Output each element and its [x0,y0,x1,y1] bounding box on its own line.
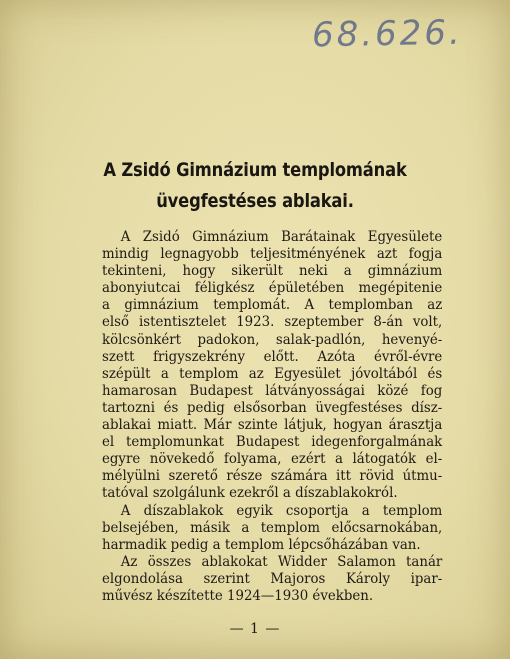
body-line: ablakai miatt. Már szinte látjuk, hogyan árasztja [102,417,443,434]
body-line: első istentisztelet 1923. szeptember 8-án volt, [102,314,443,331]
body-line: tatóval szolgálunk ezekről a díszablakokról. [102,485,398,502]
document-title-line-2: üvegfestéses ablakai. [156,190,354,212]
page-number: — 1 — [229,621,281,637]
body-line: elgondolása szerint Majoros Károly ipar- [102,570,443,587]
body-line: belsejében, másik a templom előcsarnokában, [102,519,443,536]
document-title-line-1: A Zsidó Gimnázium templomának [103,159,407,181]
body-line: művész készítette 1924—1930 években. [102,587,374,604]
body-line: kölcsönkért padokon, salak-padlón, hevenyé- [102,331,443,348]
catalog-number-handwritten: 68.626. [311,12,464,56]
body-line: tekinteni, hogy sikerült neki a gimnázium [102,263,443,280]
body-line: harmadik pedig a templom lépcsőházában van. [102,536,421,553]
body-line: mélyülni szerető része számára itt rövid útmu- [102,468,443,485]
body-line: abonyiutcai féligkész épületében megépitenie [102,280,443,297]
body-line: A Zsidó Gimnázium Barátainak Egyesülete [120,229,443,245]
body-line: szett frigyszekrény előtt. Azóta évről-évre [102,348,443,365]
body-line: A díszablakok egyik csoportja a templom [120,502,443,519]
body-paragraphs [102,229,442,605]
body-line: el templomunkat Budapest idegenforgalmának [102,434,443,451]
body-line: egyre növekedő folyama, ezért a látogatók el- [102,451,443,468]
body-line: szépült a templom az Egyesület jóvoltából és [102,365,443,382]
body-line: tartozni és pedig elsősorban üvegfestéses dísz- [102,399,443,416]
body-line: mindig legnagyobb teljesitményének azt fogja [102,246,443,263]
body-line: Az összes ablakokat Widder Salamon tanár [120,553,443,570]
body-line: hamarosan Budapest látványosságai közé fog [102,382,443,399]
body-line: a gimnázium templomát. A templomban az [102,297,443,314]
